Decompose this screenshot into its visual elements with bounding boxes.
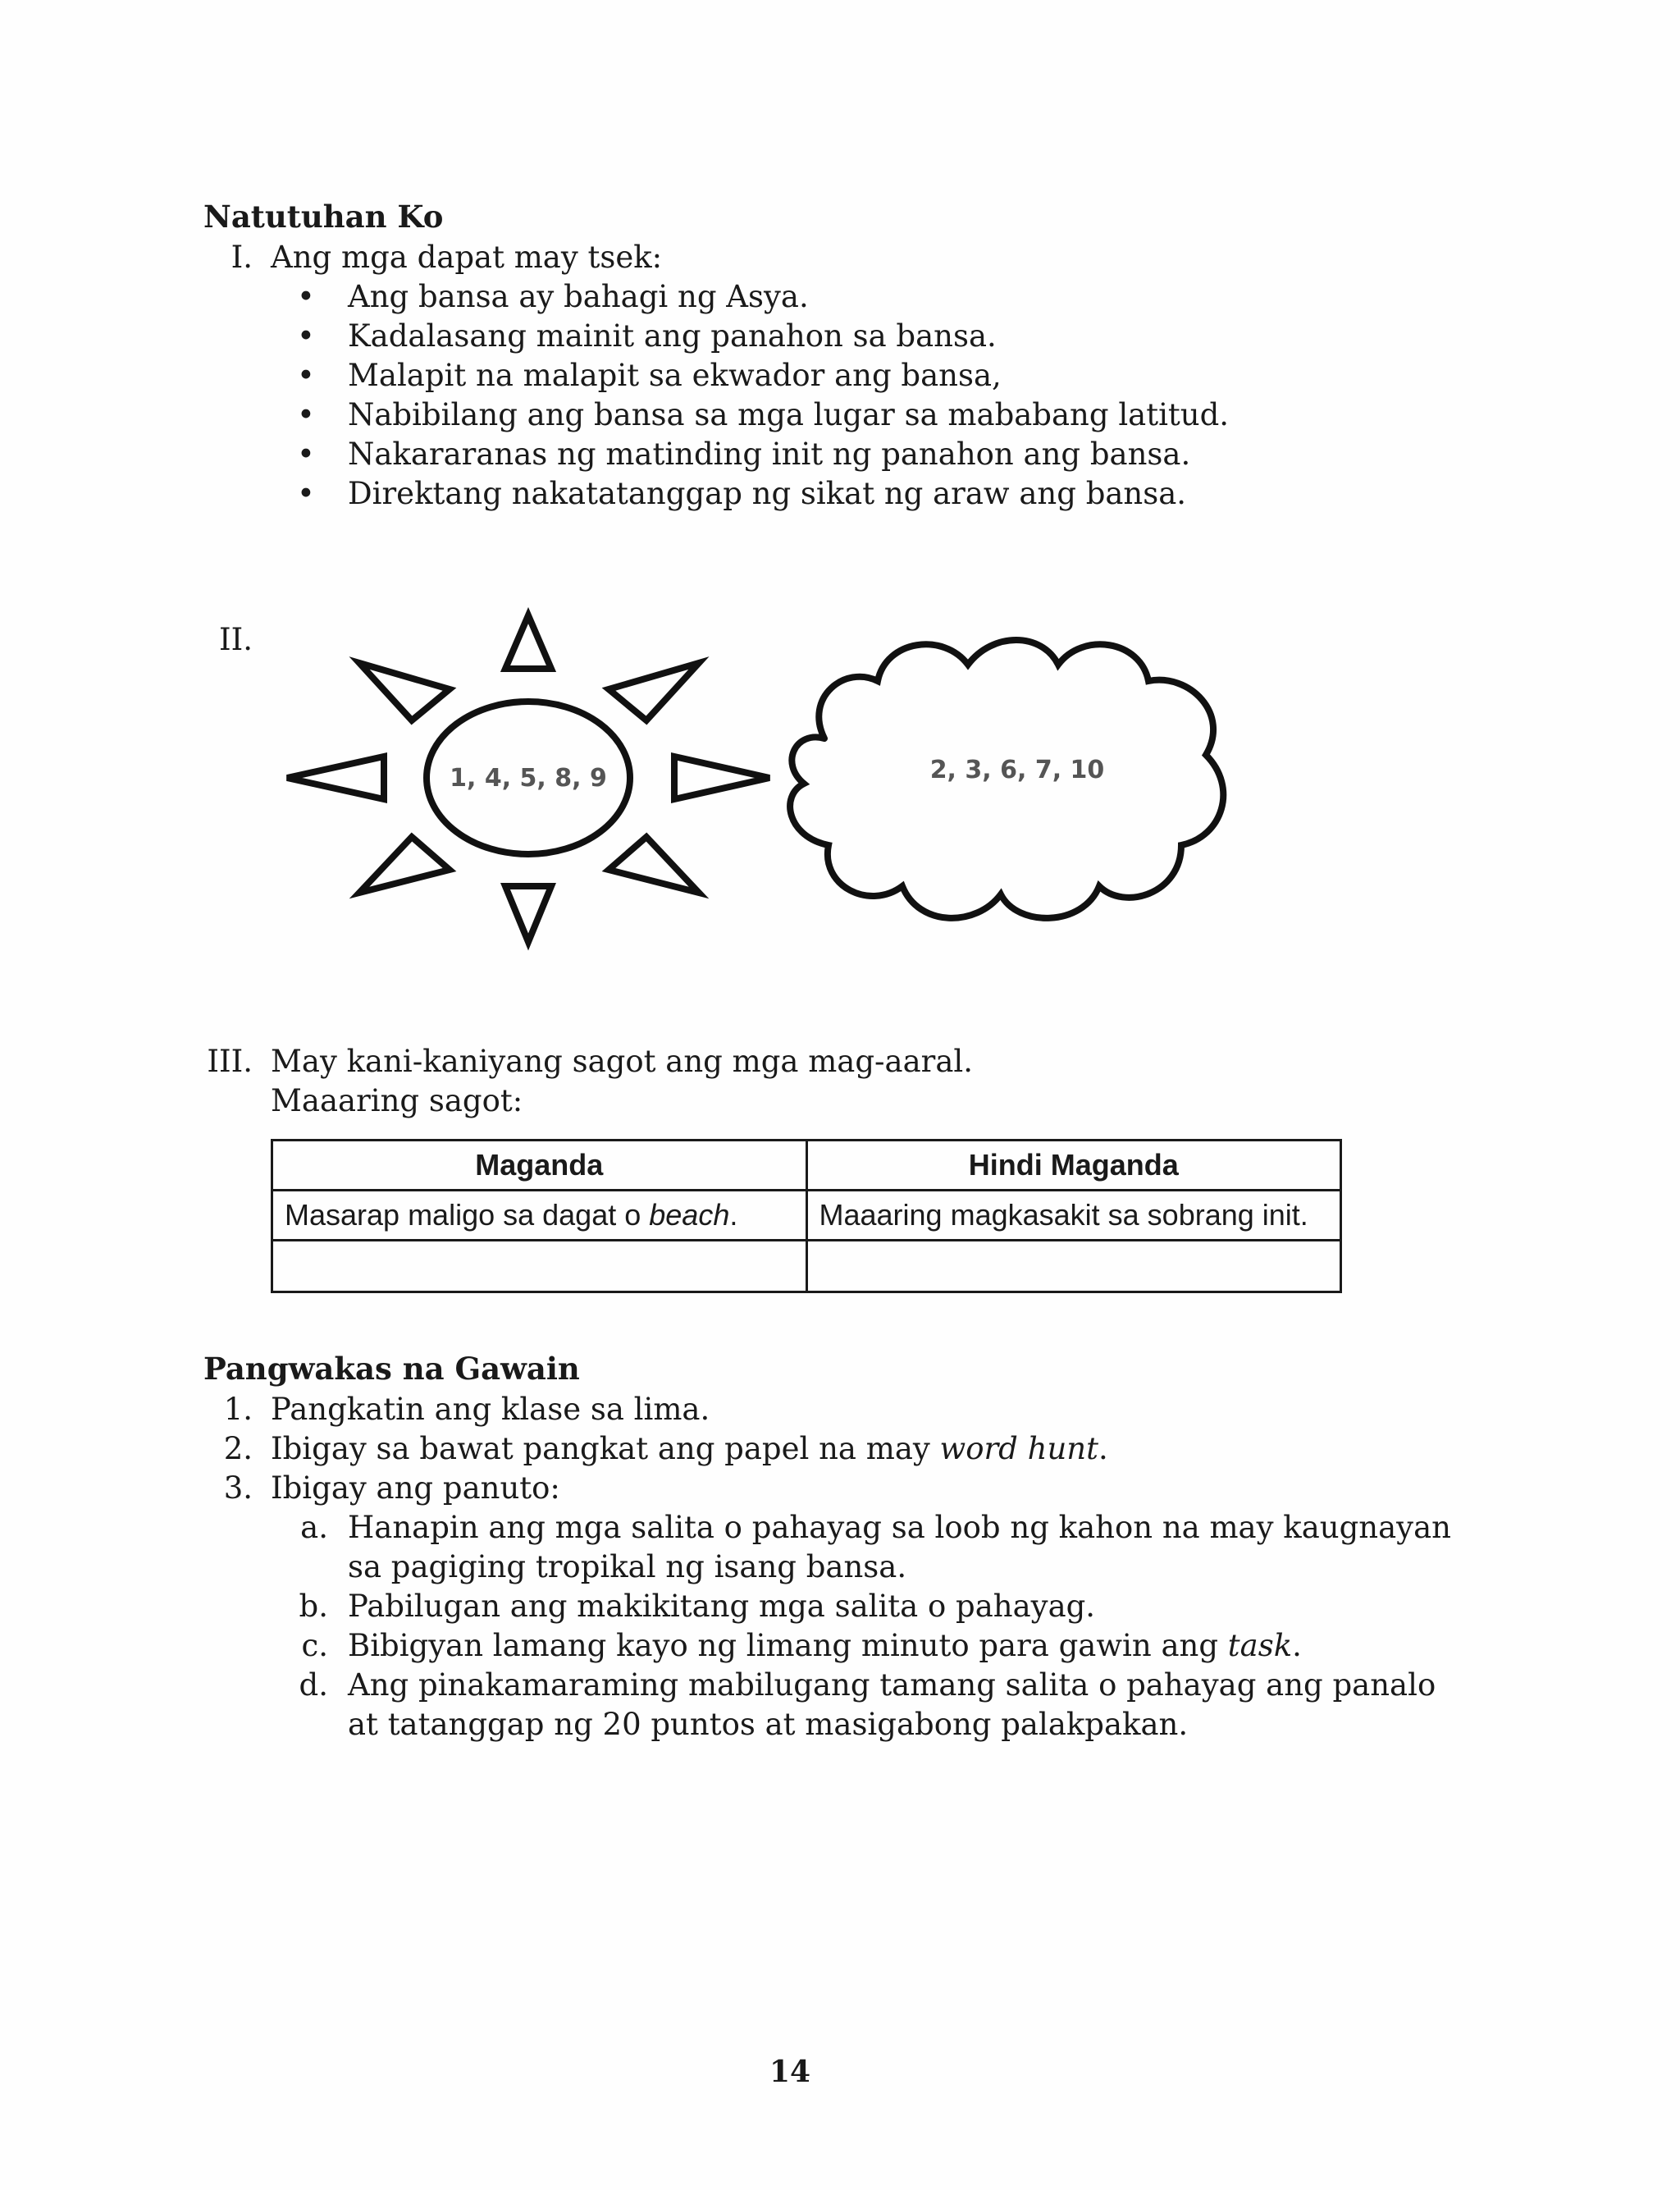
- item-number: 1.: [223, 1392, 253, 1427]
- subitem-line: Hanapin ang mga salita o pahayag sa loob ng kahon na may kaugnayan: [348, 1510, 1451, 1545]
- sun-label: 1, 4, 5, 8, 9: [450, 764, 607, 793]
- part-iii-text: May kani-kaniyang sagot ang mga mag-aaral.: [271, 1044, 973, 1079]
- table-row: [272, 1191, 1341, 1241]
- column-header-maganda: Maganda: [272, 1141, 807, 1191]
- list-item: Kadalasang mainit ang panahon sa bansa.: [348, 318, 997, 354]
- item-text-end: .: [1098, 1431, 1108, 1466]
- column-header-hindi-maganda: Hindi Maganda: [806, 1141, 1341, 1191]
- list-item: Pangkatin ang klase sa lima.: [271, 1392, 710, 1427]
- part-iii-subtext: Maaaring sagot:: [271, 1083, 523, 1118]
- table-row-empty: [272, 1241, 1341, 1292]
- list-item: Malapit na malapit sa ekwador ang bansa,: [348, 358, 1002, 393]
- list-item: Ibigay ang panuto:: [271, 1470, 560, 1506]
- item-number: 2.: [223, 1431, 253, 1466]
- subitem-line: sa pagiging tropikal ng isang bansa.: [348, 1549, 907, 1584]
- table-cell: [272, 1191, 807, 1241]
- list-item: Direktang nakatatanggap ng sikat ng araw ang bansa.: [348, 476, 1187, 511]
- subitem-line: at tatanggap ng 20 puntos at masigabong palakpakan.: [348, 1707, 1189, 1742]
- numeral-i: I.: [231, 240, 253, 275]
- bullet-icon: •: [297, 397, 315, 432]
- numeral-iii: III.: [207, 1044, 253, 1079]
- item-italic-text: word hunt: [939, 1431, 1098, 1466]
- section-heading-natutuhan: Natutuhan Ko: [203, 199, 444, 235]
- sun-cloud-diagram: [279, 599, 1345, 960]
- subitem-letter: b.: [299, 1589, 328, 1624]
- section-heading-pangwakas: Pangwakas na Gawain: [203, 1351, 580, 1387]
- subitem-line: Pabilugan ang makikitang mga salita o pahayag.: [348, 1589, 1096, 1624]
- subitem-letter: a.: [300, 1510, 328, 1545]
- subitem-line: Ang pinakamaraming mabilugang tamang salita o pahayag ang panalo: [348, 1667, 1436, 1703]
- subitem-line: [348, 1626, 1302, 1666]
- list-item: Nakararanas ng matinding init ng panahon ang bansa.: [348, 437, 1191, 472]
- bullet-icon: •: [297, 279, 315, 314]
- bullet-icon: •: [297, 476, 315, 511]
- cell-italic-text: beach: [649, 1198, 730, 1232]
- list-item: [271, 1429, 1108, 1469]
- part-i-text: Ang mga dapat may tsek:: [271, 240, 663, 275]
- bullet-icon: •: [297, 318, 315, 354]
- page-number: 14: [769, 2055, 811, 2089]
- subitem-text-end: .: [1292, 1628, 1302, 1663]
- bullet-icon: •: [297, 358, 315, 393]
- bullet-icon: •: [297, 437, 315, 472]
- subitem-text: Bibigyan lamang kayo ng limang minuto para gawin ang: [348, 1628, 1228, 1663]
- list-item: Nabibilang ang bansa sa mga lugar sa mababang latitud.: [348, 397, 1230, 432]
- table-cell-empty: [806, 1241, 1341, 1292]
- answer-table: [271, 1139, 1342, 1293]
- list-item: Ang bansa ay bahagi ng Asya.: [348, 279, 809, 314]
- table-header-row: [272, 1141, 1341, 1191]
- cell-text-end: .: [729, 1198, 738, 1232]
- table-cell-empty: [272, 1241, 807, 1292]
- numeral-ii: II.: [219, 622, 253, 657]
- cell-text: Masarap maligo sa dagat o: [285, 1198, 650, 1232]
- cloud-label: 2, 3, 6, 7, 10: [929, 756, 1105, 784]
- subitem-italic-text: task: [1227, 1628, 1293, 1663]
- item-text: Ibigay sa bawat pangkat ang papel na may: [271, 1431, 940, 1466]
- subitem-letter: d.: [299, 1667, 328, 1703]
- subitem-letter: c.: [301, 1628, 328, 1663]
- item-number: 3.: [223, 1470, 253, 1506]
- table-cell: Maaaring magkasakit sa sobrang init.: [806, 1191, 1341, 1241]
